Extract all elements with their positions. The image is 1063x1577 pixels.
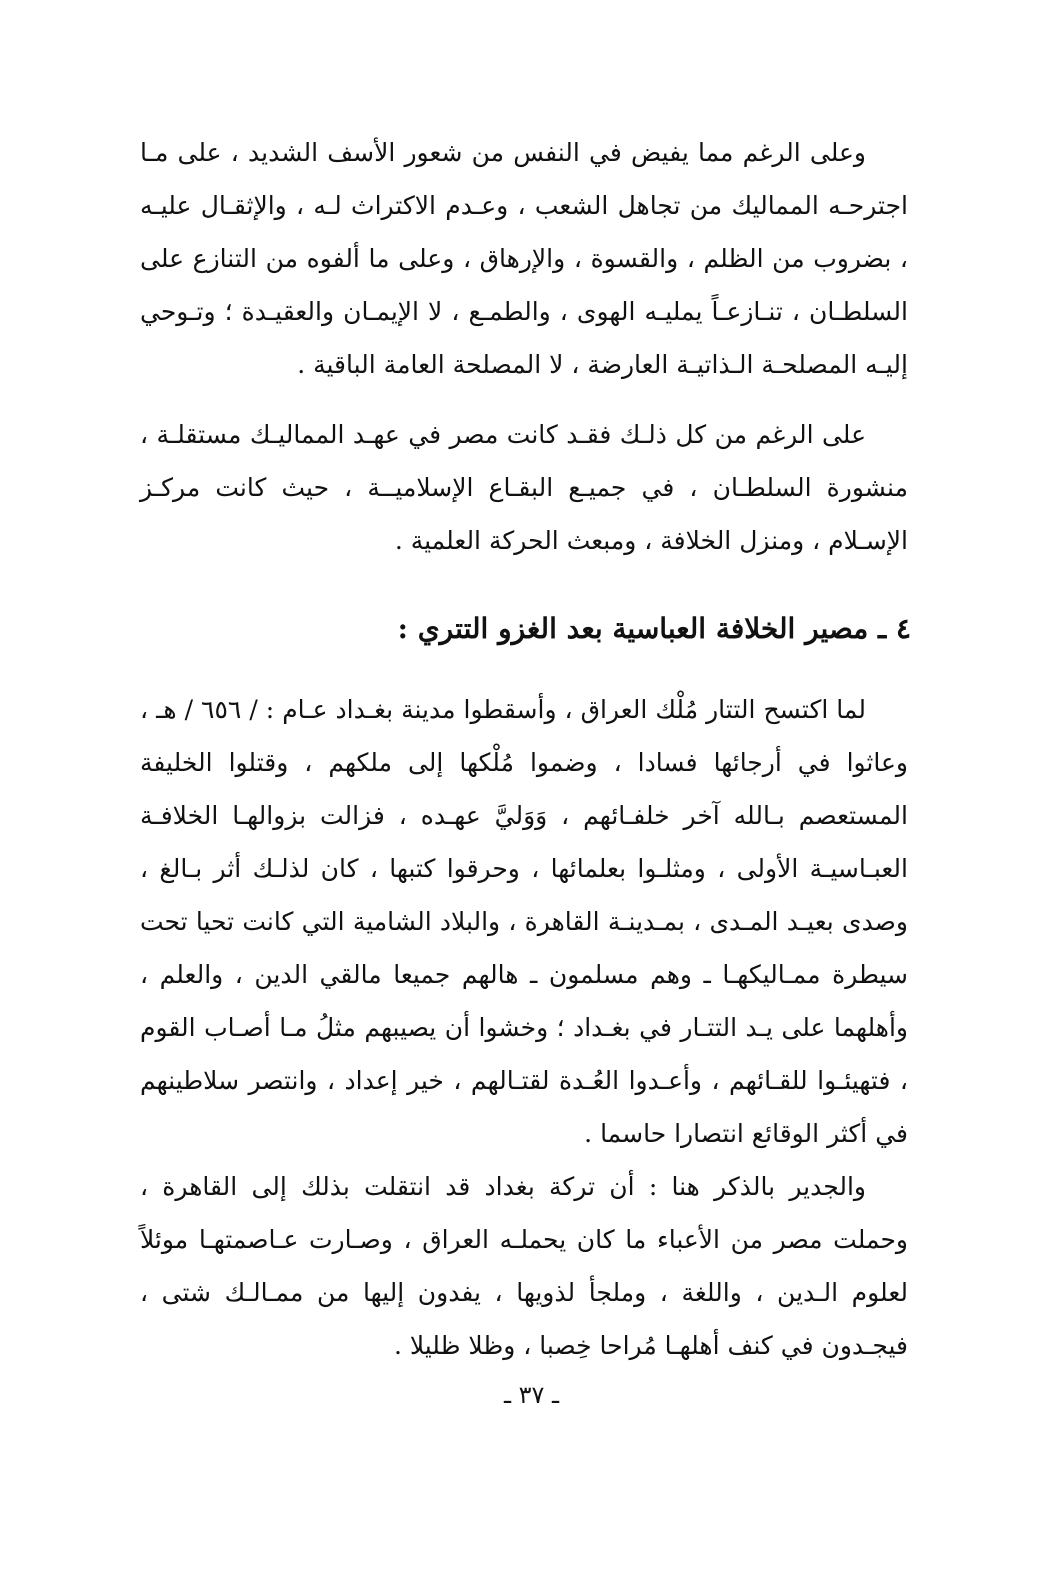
paragraph-mamluk-oppression: وعلى الرغم مما يفيض في النفس من شعور الأسف الشديد ، على مـا اجترحـه المماليك من تجاهل الشعب ، وعـدم الاكتراث لـه ، والإثقـال عليـه ، بضروب من الظلم ، والقسوة ، والإرهاق ، وعلى ما ألفوه من التنازع على السلطـان ، تنـازعـاً يمليـه الهوى ، والطمـع ، لا الإيمـان والعقيـدة ؛ وتـوحي إليـه المصلحـة الـذاتيـة العارضة ، لا المصلحة العامة الباقية .: [140, 138, 908, 379]
section-heading: ٤ ـ مصير الخلافة العباسية بعد الغزو التتري :: [397, 612, 911, 645]
paragraph-tatar-invasion: لما اكتسح التتار مُلْك العراق ، وأسقطوا مدينة بغـداد عـام : / ٦٥٦ / هـ ، وعاثوا في أرجائها فسادا ، وضموا مُلْكها إلى ملكهم ، وقتلوا الخليفة المستعصم بـالله آخر خلفـائهم ، وَوَليَّ عهـده ، فزالت بزوالهـا الخلافـة العبـاسيـة الأولى ، ومثلـوا بعلمائها ، وحرقوا كتبها ، كان لذلـك أثر بـالغ ، وصدى بعيـد المـدى ، بمـدينـة القاهرة ، والبلاد الشامية التي كانت تحيا تحت سيطرة ممـاليكهـا ـ وهم مسلمون ـ هالهم جميعا مالقي الدين ، والعلم ، وأهلهما على يـد التتـار في بغـداد ؛ وخشوا أن يصيبهم مثلُ مـا أصـاب القوم ، فتهيئـوا للقـائهم ، وأعـدوا العُـدة لقتـالهم ، خير إعداد ، وانتصر سلاطينهم في أكثر الوقائع انتصارا حاسما .: [140, 695, 908, 1148]
paragraph-baghdad-legacy: والجدير بالذكر هنا : أن تركة بغداد قد انتقلت بذلك إلى القاهرة ، وحملت مصر من الأعباء ما كان يحملـه العراق ، وصـارت عـاصمتهـا موئلاً لعلوم الـدين ، واللغة ، وملجأ لذويها ، يفدون إليها من ممـالـك شتى ، فيجـدون في كنف أهلهـا مُراحا خِصبا ، وظلا ظليلا .: [140, 1172, 908, 1360]
paragraph-egypt-independence: على الرغم من كل ذلـك فقـد كانت مصر في عهـد المماليـك مستقلـة ، منشورة السلطـان ، في جميـع البقـاع الإسلاميــة ، حيث كانت مركـز الإسـلام ، ومنزل الخلافة ، ومبعث الحركة العلمية .: [140, 420, 908, 555]
page-number: ـ ٣٧ ـ: [503, 1381, 560, 1409]
